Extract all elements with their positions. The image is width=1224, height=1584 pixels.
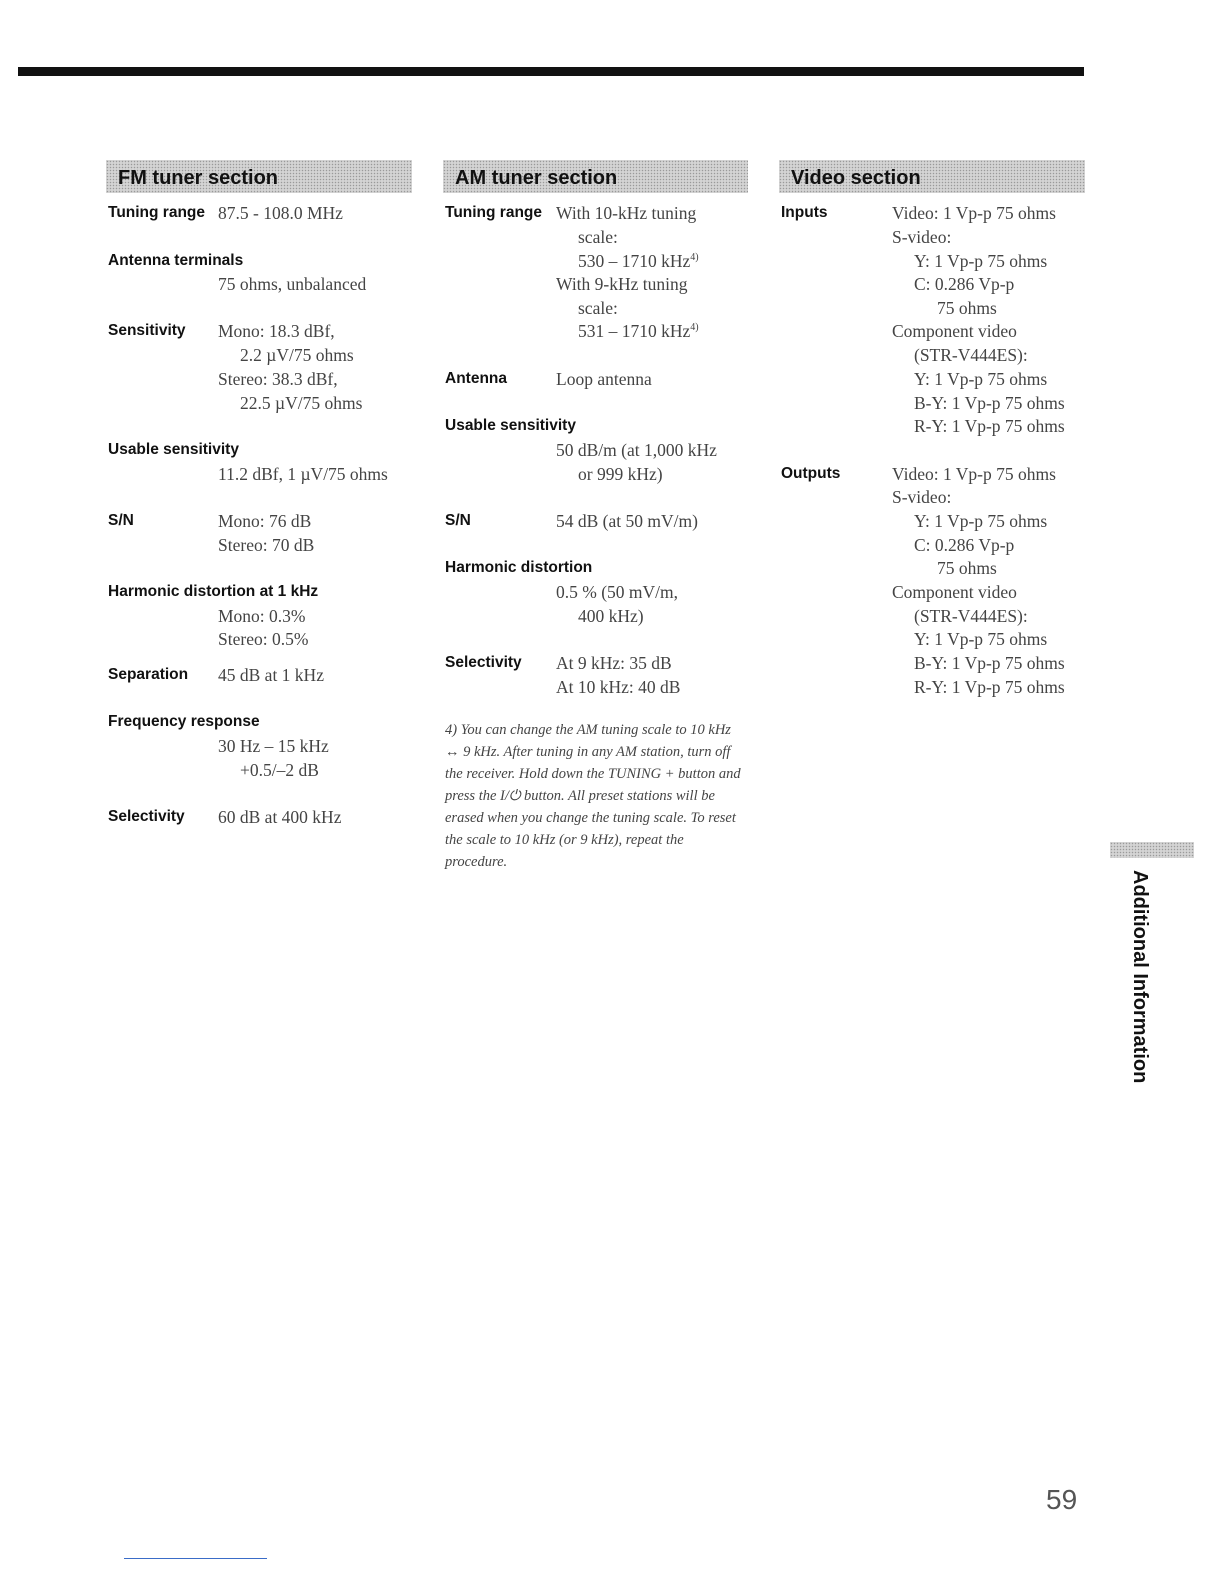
- video-outputs-line: Y: 1 Vp-p 75 ohms: [914, 629, 1048, 649]
- am-tuning-range-line: With 9-kHz tuning: [556, 274, 688, 294]
- video-outputs-line: 75 ohms: [937, 558, 997, 578]
- video-inputs-line: C: 0.286 Vp-p: [914, 274, 1015, 294]
- fm-section-heading: FM tuner section: [106, 160, 412, 193]
- video-outputs-line: S-video:: [892, 487, 952, 507]
- bottom-rule: [124, 1558, 267, 1559]
- video-inputs-label: Inputs: [781, 204, 828, 221]
- am-harmonic-label: Harmonic distortion: [445, 559, 593, 576]
- video-inputs-line: Y: 1 Vp-p 75 ohms: [914, 251, 1048, 271]
- video-inputs-line: Y: 1 Vp-p 75 ohms: [914, 369, 1048, 389]
- fm-sn-line: Stereo: 70 dB: [218, 535, 315, 555]
- fm-frequency-response-label: Frequency response: [108, 713, 260, 730]
- video-inputs-line: 75 ohms: [937, 298, 997, 318]
- am-tuning-range-line: [578, 249, 699, 273]
- am-tuning-range-value: 530 – 1710 kHz: [578, 251, 691, 271]
- fm-frequency-response-line: +0.5/–2 dB: [240, 760, 319, 780]
- footnote-marker: 4): [690, 252, 699, 264]
- video-outputs-line: Video: 1 Vp-p 75 ohms: [892, 464, 1056, 484]
- am-tuning-range-line: scale:: [578, 298, 618, 318]
- am-usable-sensitivity-label: Usable sensitivity: [445, 417, 576, 434]
- fm-antenna-terminals-value: 75 ohms, unbalanced: [218, 274, 367, 294]
- fm-harmonic-label: Harmonic distortion at 1 kHz: [108, 583, 319, 600]
- fm-sn-line: Mono: 76 dB: [218, 511, 312, 531]
- fm-sensitivity-line: Mono: 18.3 dBf,: [218, 321, 335, 341]
- video-outputs-line: Component video: [892, 582, 1017, 602]
- am-selectivity-line: At 9 kHz: 35 dB: [556, 653, 672, 673]
- video-inputs-line: Component video: [892, 321, 1017, 341]
- video-section-heading: Video section: [779, 160, 1085, 193]
- fm-selectivity-label: Selectivity: [108, 808, 185, 825]
- fm-frequency-response-line: 30 Hz – 15 kHz: [218, 736, 329, 756]
- video-outputs-line: (STR-V444ES):: [914, 606, 1028, 626]
- fm-sensitivity-line: Stereo: 38.3 dBf,: [218, 369, 338, 389]
- am-harmonic-line: 400 kHz): [578, 606, 644, 626]
- side-tab-label: Additional Information: [1129, 870, 1151, 1084]
- am-antenna-value: Loop antenna: [556, 369, 652, 389]
- fm-tuner-column: [106, 160, 412, 827]
- fm-sensitivity-line: 2.2 µV/75 ohms: [240, 345, 354, 365]
- am-selectivity-label: Selectivity: [445, 654, 522, 671]
- video-outputs-line: R-Y: 1 Vp-p 75 ohms: [914, 677, 1065, 697]
- fm-separation-value: 45 dB at 1 kHz: [218, 665, 324, 685]
- video-inputs-line: S-video:: [892, 227, 952, 247]
- video-inputs-line: B-Y: 1 Vp-p 75 ohms: [914, 393, 1065, 413]
- fm-antenna-terminals-label: Antenna terminals: [108, 252, 244, 269]
- am-tuning-range-label: Tuning range: [445, 204, 543, 221]
- am-tuning-range-line: [578, 319, 699, 343]
- fm-usable-sensitivity-label: Usable sensitivity: [108, 441, 239, 458]
- am-sn-label: S/N: [445, 512, 471, 529]
- am-usable-sensitivity-line: or 999 kHz): [578, 464, 663, 484]
- am-antenna-label: Antenna: [445, 370, 507, 387]
- fm-tuning-range-label: Tuning range: [108, 204, 206, 221]
- fm-separation-label: Separation: [108, 666, 189, 683]
- am-sn-value: 54 dB (at 50 mV/m): [556, 511, 698, 531]
- top-rule: [18, 67, 1084, 76]
- fm-harmonic-line: Mono: 0.3%: [218, 606, 306, 626]
- video-inputs-line: Video: 1 Vp-p 75 ohms: [892, 203, 1056, 223]
- video-outputs-label: Outputs: [781, 465, 841, 482]
- am-tuner-column: [443, 160, 748, 870]
- am-usable-sensitivity-line: 50 dB/m (at 1,000 kHz: [556, 440, 717, 460]
- video-outputs-line: B-Y: 1 Vp-p 75 ohms: [914, 653, 1065, 673]
- page-number: 59: [1046, 1484, 1078, 1515]
- side-tab-marker: [1110, 842, 1194, 858]
- video-column: [779, 160, 1085, 697]
- fm-sensitivity-label: Sensitivity: [108, 322, 186, 339]
- fm-selectivity-value: 60 dB at 400 kHz: [218, 807, 342, 827]
- fm-usable-sensitivity-value: 11.2 dBf, 1 µV/75 ohms: [218, 464, 388, 484]
- video-inputs-line: (STR-V444ES):: [914, 345, 1028, 365]
- video-inputs-line: R-Y: 1 Vp-p 75 ohms: [914, 416, 1065, 436]
- fm-sensitivity-line: 22.5 µV/75 ohms: [240, 393, 363, 413]
- am-selectivity-line: At 10 kHz: 40 dB: [556, 677, 681, 697]
- am-tuning-range-line: With 10-kHz tuning: [556, 203, 697, 223]
- am-tuning-range-line: scale:: [578, 227, 618, 247]
- am-tuning-range-value: 531 – 1710 kHz: [578, 321, 691, 341]
- am-section-heading: AM tuner section: [443, 160, 748, 193]
- am-footnote: 4) You can change the AM tuning scale to 10 kHz ↔ 9 kHz. After tuning in any AM station, turn off the receiver. Hold down the TUNING + button and press the I/⏻ button. All preset stations will be erased when you change the tuning scale. To reset the scale to 10 kHz (or 9 kHz), repeat the procedure.: [445, 722, 741, 870]
- video-outputs-line: Y: 1 Vp-p 75 ohms: [914, 511, 1048, 531]
- am-harmonic-line: 0.5 % (50 mV/m,: [556, 582, 679, 602]
- footnote-marker: 4): [690, 322, 699, 334]
- fm-tuning-range-value: 87.5 - 108.0 MHz: [218, 203, 343, 223]
- fm-harmonic-line: Stereo: 0.5%: [218, 629, 309, 649]
- fm-sn-label: S/N: [108, 512, 134, 529]
- video-outputs-line: C: 0.286 Vp-p: [914, 535, 1015, 555]
